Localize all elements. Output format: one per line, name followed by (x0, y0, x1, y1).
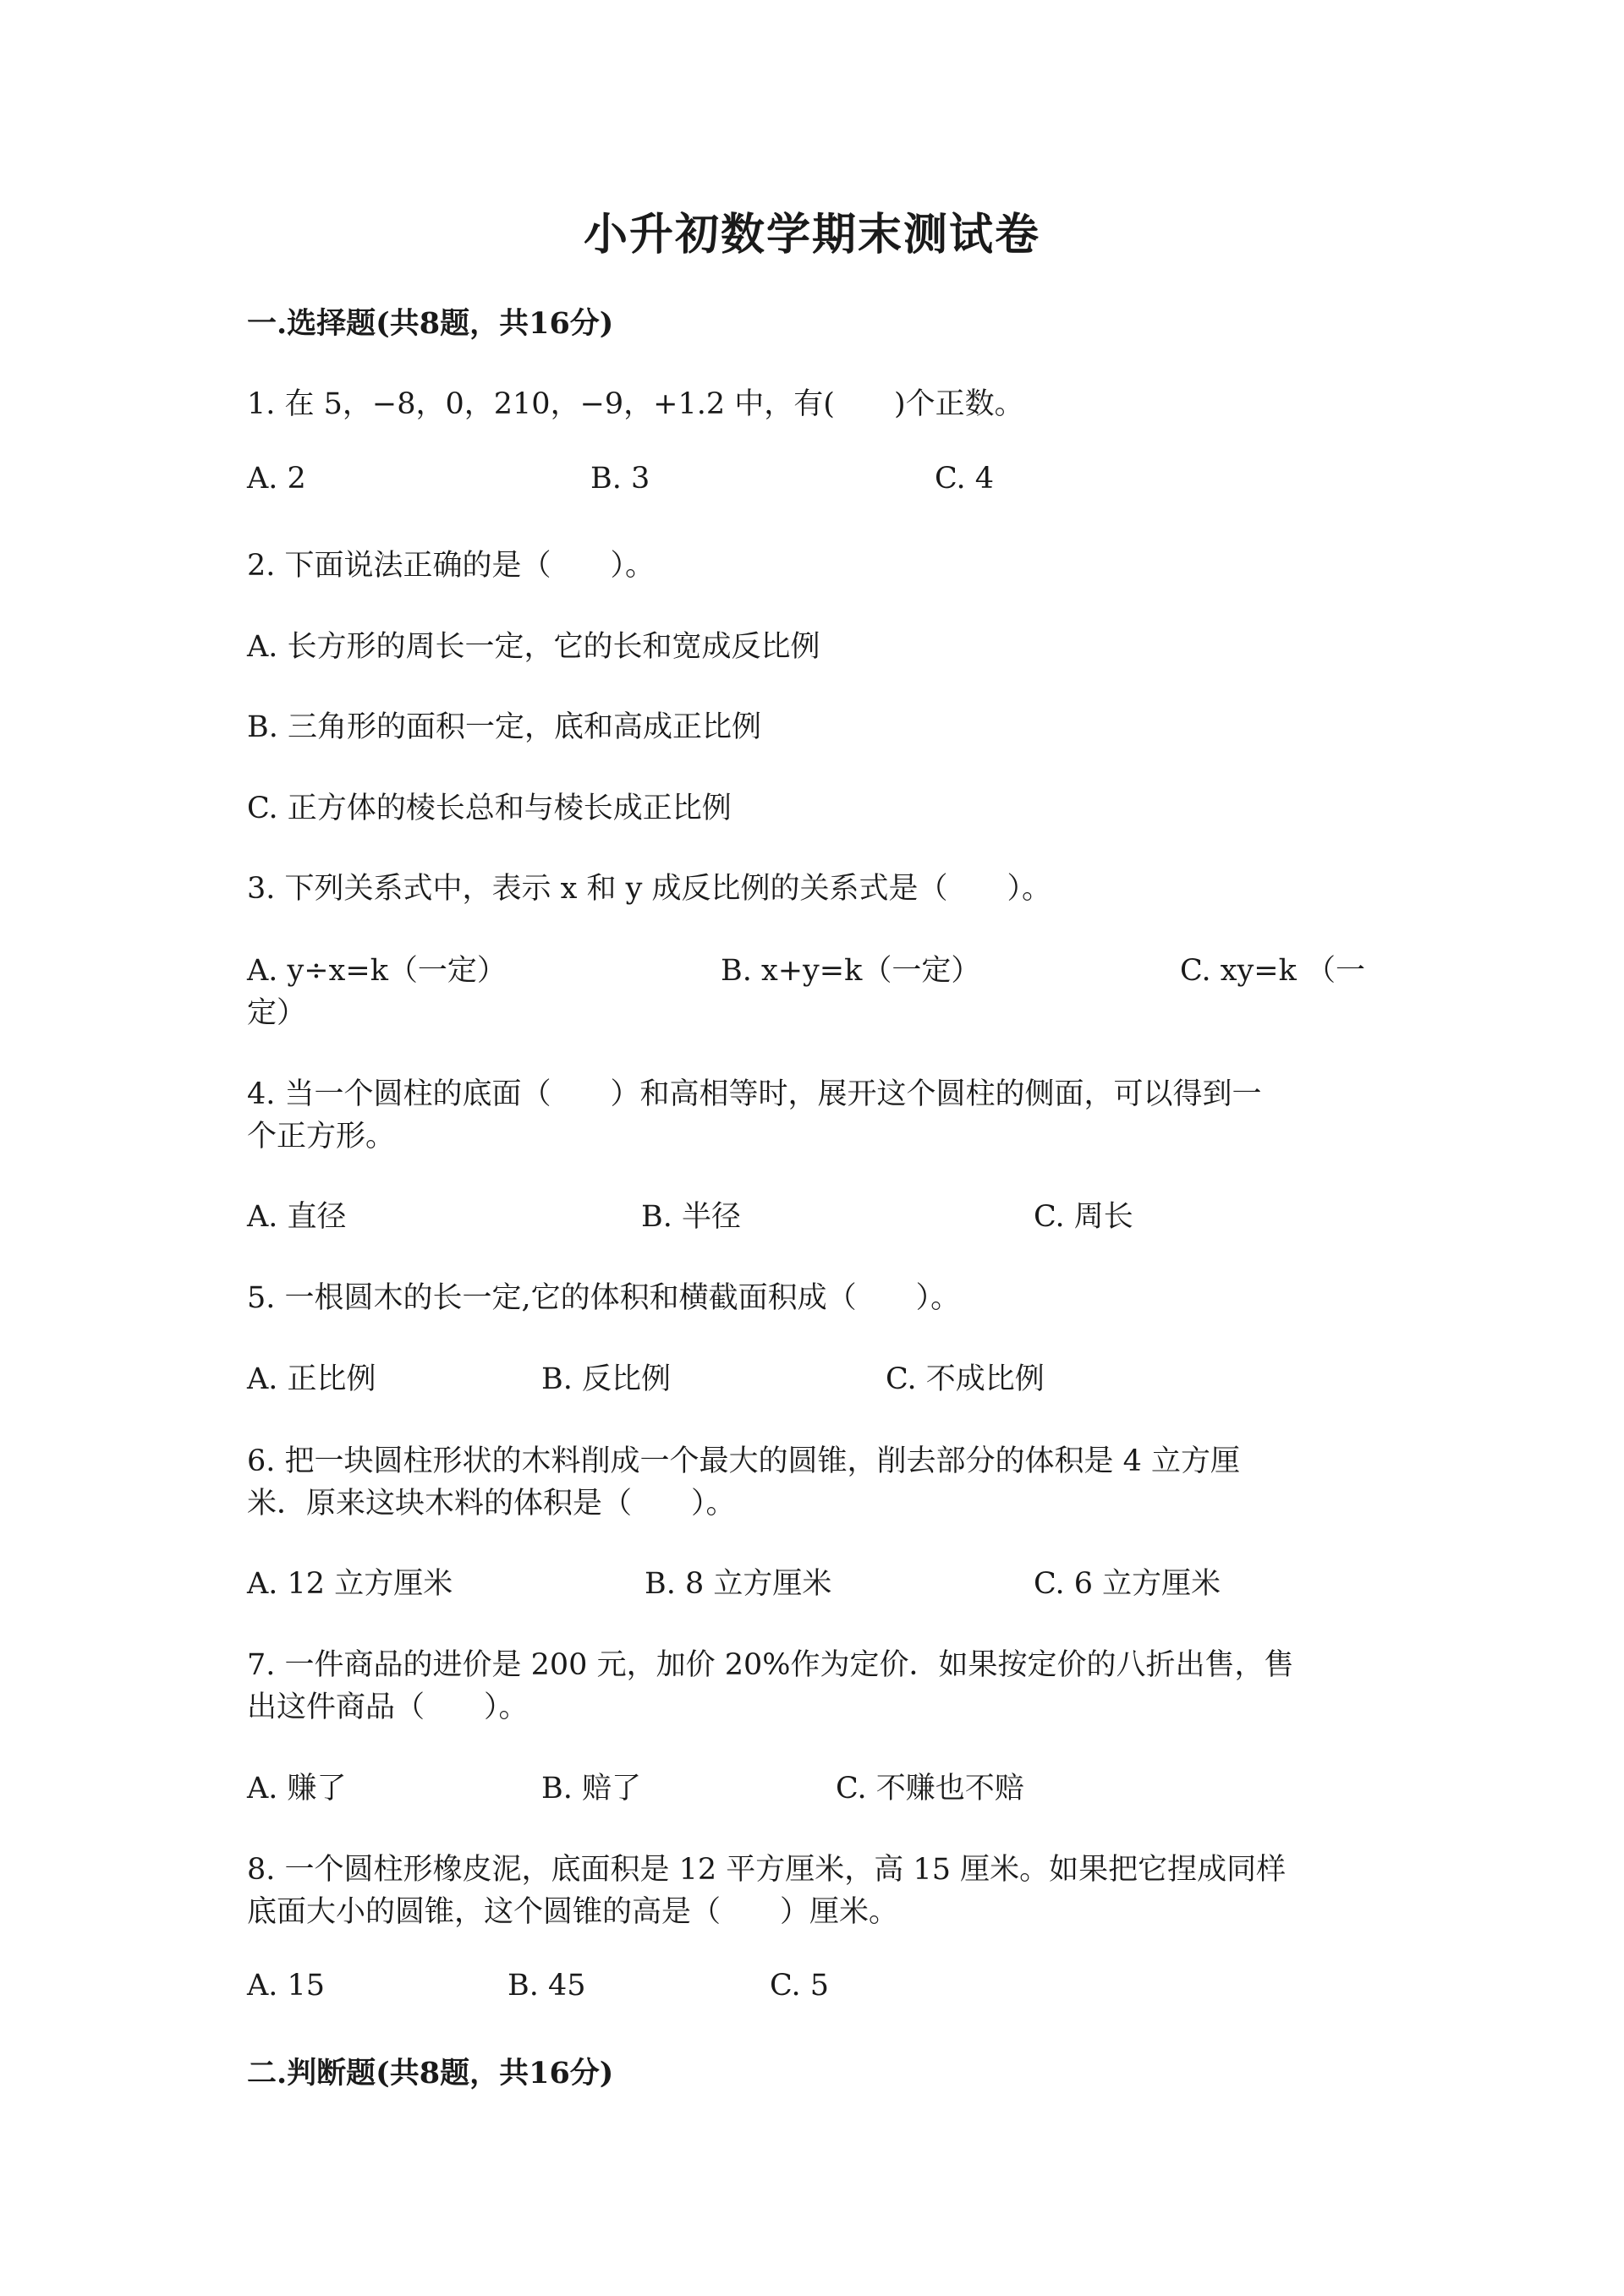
section-heading-true-false: 二.判断题(共8题，共16分) (247, 2056, 614, 2091)
question-3-stem: 3. 下列关系式中，表示 x 和 y 成反比例的关系式是（ ）。 (247, 872, 1052, 906)
question-6-option-a: A. 12 立方厘米 (247, 1567, 453, 1601)
question-4-stem-continued: 个正方形。 (247, 1120, 396, 1153)
question-2-option-b: B. 三角形的面积一定，底和高成正比例 (247, 710, 761, 744)
question-2-stem: 2. 下面说法正确的是（ ）。 (247, 549, 656, 583)
question-5-stem: 5. 一根圆木的长一定,它的体积和横截面积成（ ）。 (247, 1281, 961, 1315)
question-8-option-c: C. 5 (770, 1969, 830, 2003)
question-7-option-a: A. 赚了 (247, 1772, 347, 1806)
question-8-stem-continued: 底面大小的圆锥，这个圆锥的高是（ ）厘米。 (247, 1895, 899, 1929)
page-title: 小升初数学期末测试卷 (583, 209, 1040, 260)
question-4-option-a: A. 直径 (247, 1200, 347, 1234)
question-7-option-b: B. 赔了 (541, 1772, 641, 1806)
question-8-option-b: B. 45 (508, 1969, 586, 2003)
question-1-stem: 1. 在 5，−8，0，210，−9，+1.2 中，有( )个正数。 (247, 387, 1024, 421)
question-5-option-b: B. 反比例 (541, 1362, 671, 1396)
question-5-option-a: A. 正比例 (247, 1362, 376, 1396)
question-7-option-c: C. 不赚也不赔 (836, 1772, 1024, 1806)
question-6-stem-continued: 米．原来这块木料的体积是（ ）。 (247, 1487, 736, 1521)
question-7-stem: 7. 一件商品的进价是 200 元，加价 20%作为定价．如果按定价的八折出售，售 (247, 1648, 1294, 1682)
question-8-option-a: A. 15 (247, 1969, 326, 2003)
question-2-option-a: A. 长方形的周长一定，它的长和宽成反比例 (247, 630, 820, 664)
question-3-option-c-continued: 定） (247, 996, 307, 1030)
question-3-option-c: C. xy=k （一 (1180, 954, 1365, 988)
question-1-option-c: C. 4 (935, 462, 995, 496)
question-4-option-c: C. 周长 (1034, 1200, 1133, 1234)
question-1-option-a: A. 2 (247, 462, 306, 496)
question-4-stem: 4. 当一个圆柱的底面（ ）和高相等时，展开这个圆柱的侧面，可以得到一 (247, 1077, 1262, 1111)
question-5-option-c: C. 不成比例 (886, 1362, 1045, 1396)
question-6-option-b: B. 8 立方厘米 (645, 1567, 832, 1601)
question-3-option-a: A. y÷x=k（一定） (247, 954, 507, 988)
section-heading-choice: 一.选择题(共8题，共16分) (247, 306, 614, 341)
question-6-option-c: C. 6 立方厘米 (1034, 1567, 1221, 1601)
question-4-option-b: B. 半径 (641, 1200, 741, 1234)
question-7-stem-continued: 出这件商品（ ）。 (247, 1690, 529, 1724)
question-1-option-b: B. 3 (590, 462, 650, 496)
question-2-option-c: C. 正方体的棱长总和与棱长成正比例 (247, 792, 732, 825)
question-3-option-b: B. x+y=k（一定） (721, 954, 981, 988)
question-6-stem: 6. 把一块圆柱形状的木料削成一个最大的圆锥，削去部分的体积是 4 立方厘 (247, 1444, 1241, 1478)
question-8-stem: 8. 一个圆柱形橡皮泥，底面积是 12 平方厘米，高 15 厘米。如果把它捏成同样 (247, 1853, 1287, 1887)
